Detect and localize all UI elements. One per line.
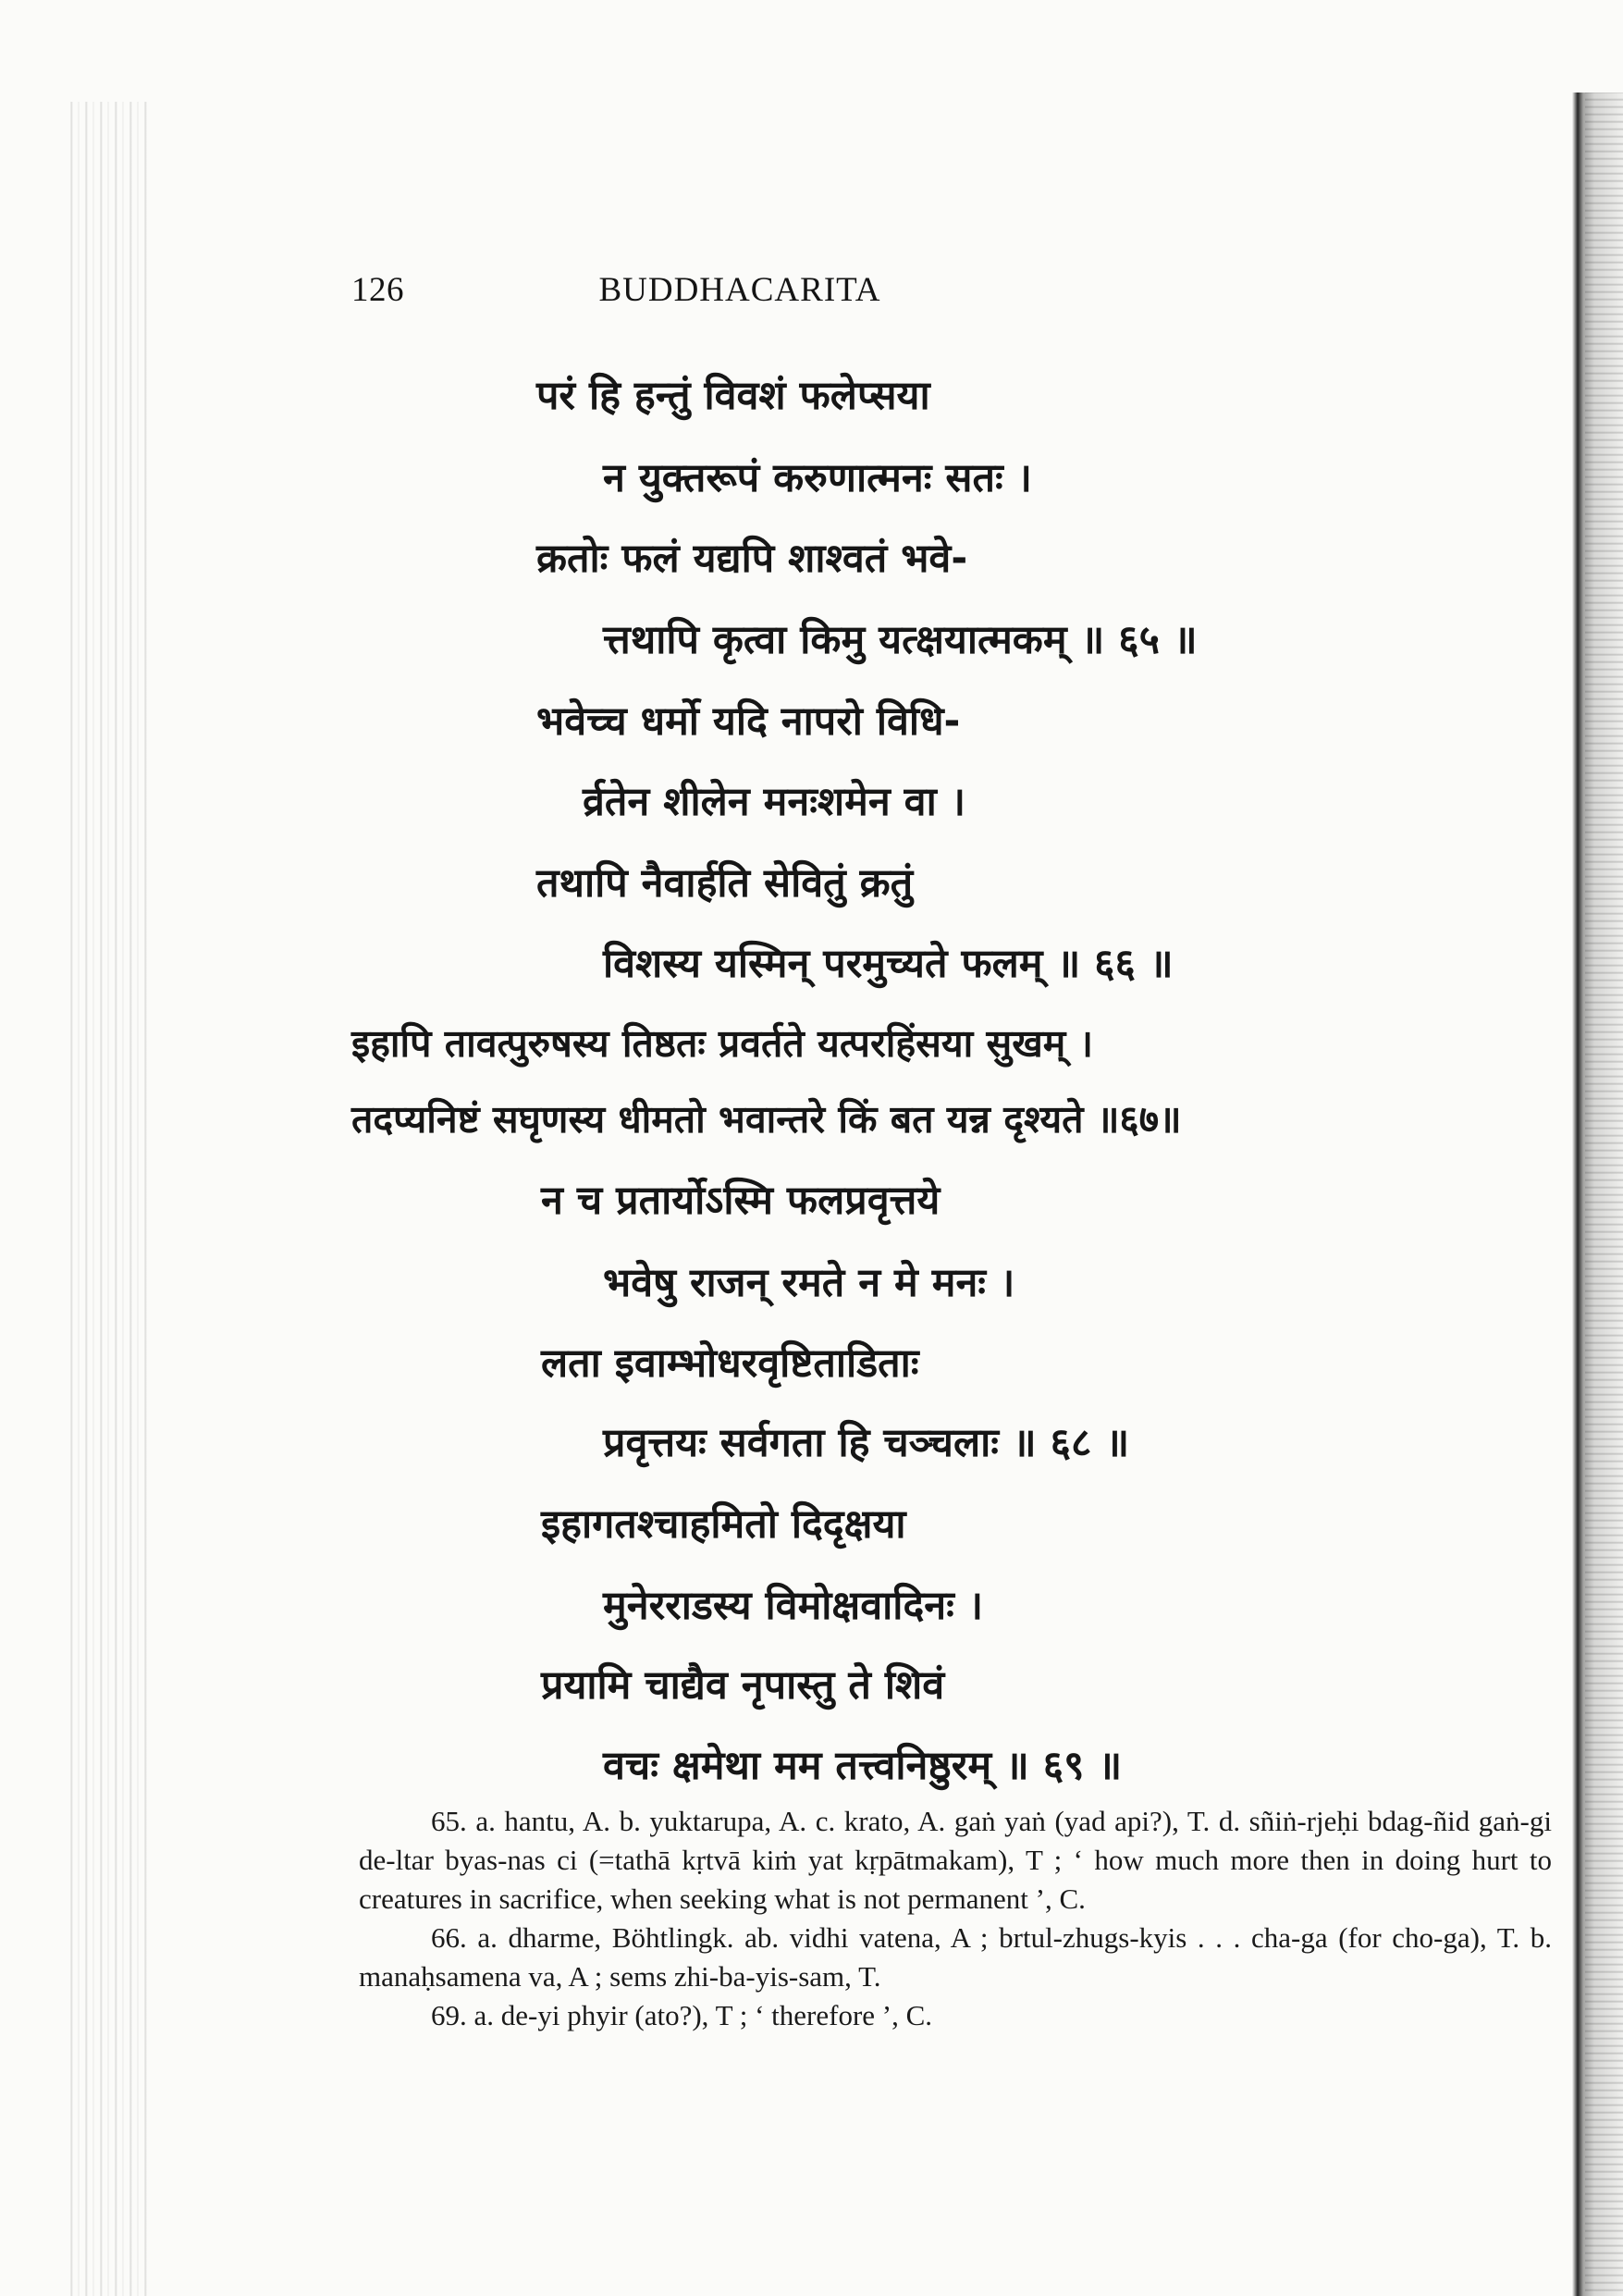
- verse-line: मुनेरराडस्य विमोक्षवादिनः ।: [603, 1583, 984, 1629]
- verse-line: विशस्य यस्मिन् परमुच्यते फलम् ॥ ६६ ॥: [603, 941, 1174, 987]
- page-number: 126: [351, 271, 404, 309]
- verse-line: न च प्रतार्योऽस्मि फलप्रवृत्तये: [541, 1178, 941, 1224]
- page-header: [351, 270, 1128, 316]
- verse-line: इहागतश्चाहमितो दिदृक्षया: [541, 1501, 906, 1548]
- footnote: 65. a. hantu, A. b. yuktarupa, A. c. krato, A. gaṅ yaṅ (yad api?), T. d. sñiṅ-rjeḥi bdag-ñid gaṅ-gi de-ltar byas-nas ci (=tathā kṛtvā kiṁ yat kṛpātmakam), T ; ‘ how much more then in doing hurt to creatures in sacrifice, when seeking what is not permanent ’, C.: [359, 1805, 1552, 1915]
- footnotes: [359, 1802, 1552, 2035]
- verse-line: लता इवाम्भोधरवृष्टिताडिताः: [541, 1340, 919, 1387]
- verse-line: भवेच्च धर्मो यदि नापरो विधि-: [536, 698, 961, 745]
- footnote: 69. a. de-yi phyir (ato?), T ; ‘ therefore ’, C.: [431, 1999, 933, 2031]
- verse-line: तदप्यनिष्टं सघृणस्य धीमतो भवान्तरे किं बत यन्न दृश्यते ॥६७॥: [351, 1097, 1182, 1142]
- verse-line: तथापि नैवार्हति सेवितुं क्रतुं: [536, 860, 914, 907]
- verse-line: प्रयामि चाद्यैव नृपास्तु ते शिवं: [541, 1662, 945, 1709]
- verse-line: भवेषु राजन् रमते न मे मनः ।: [603, 1260, 1015, 1306]
- verse-line: परं हि हन्तुं विवशं फलेप्सया: [536, 373, 930, 419]
- verse-line: इहापि तावत्पुरुषस्य तिष्ठतः प्रवर्तते यत्परहिंसया सुखम् ।: [351, 1021, 1094, 1066]
- verse-line: प्रवृत्तयः सर्वगता हि चञ्चलाः ॥ ६८ ॥: [603, 1420, 1130, 1466]
- running-title: BUDDHACARITA: [598, 271, 881, 309]
- footnote: 66. a. dharme, Böhtlingk. ab. vidhi vatena, A ; brtul-zhugs-kyis . . . cha-ga (for cho-ga), T. b. manaḥsamena va, A ; sems zhi-ba-yis-sam, T.: [359, 1921, 1552, 1993]
- binding-shadow-left: [65, 102, 148, 2296]
- page-edge-right: [1572, 93, 1623, 2296]
- verse-line: र्व्रतेन शीलेन मनःशमेन वा ।: [583, 779, 965, 825]
- verse-line: त्तथापि कृत्वा किमु यत्क्षयात्मकम् ॥ ६५ ॥: [603, 617, 1198, 663]
- verse-line: न युक्तरूपं करुणात्मनः सतः ।: [603, 455, 1032, 501]
- verse-line: वचः क्षमेथा मम तत्त्वनिष्ठुरम् ॥ ६९ ॥: [603, 1743, 1123, 1789]
- verse-line: क्रतोः फलं यद्यपि शाश्वतं भवे-: [536, 536, 968, 582]
